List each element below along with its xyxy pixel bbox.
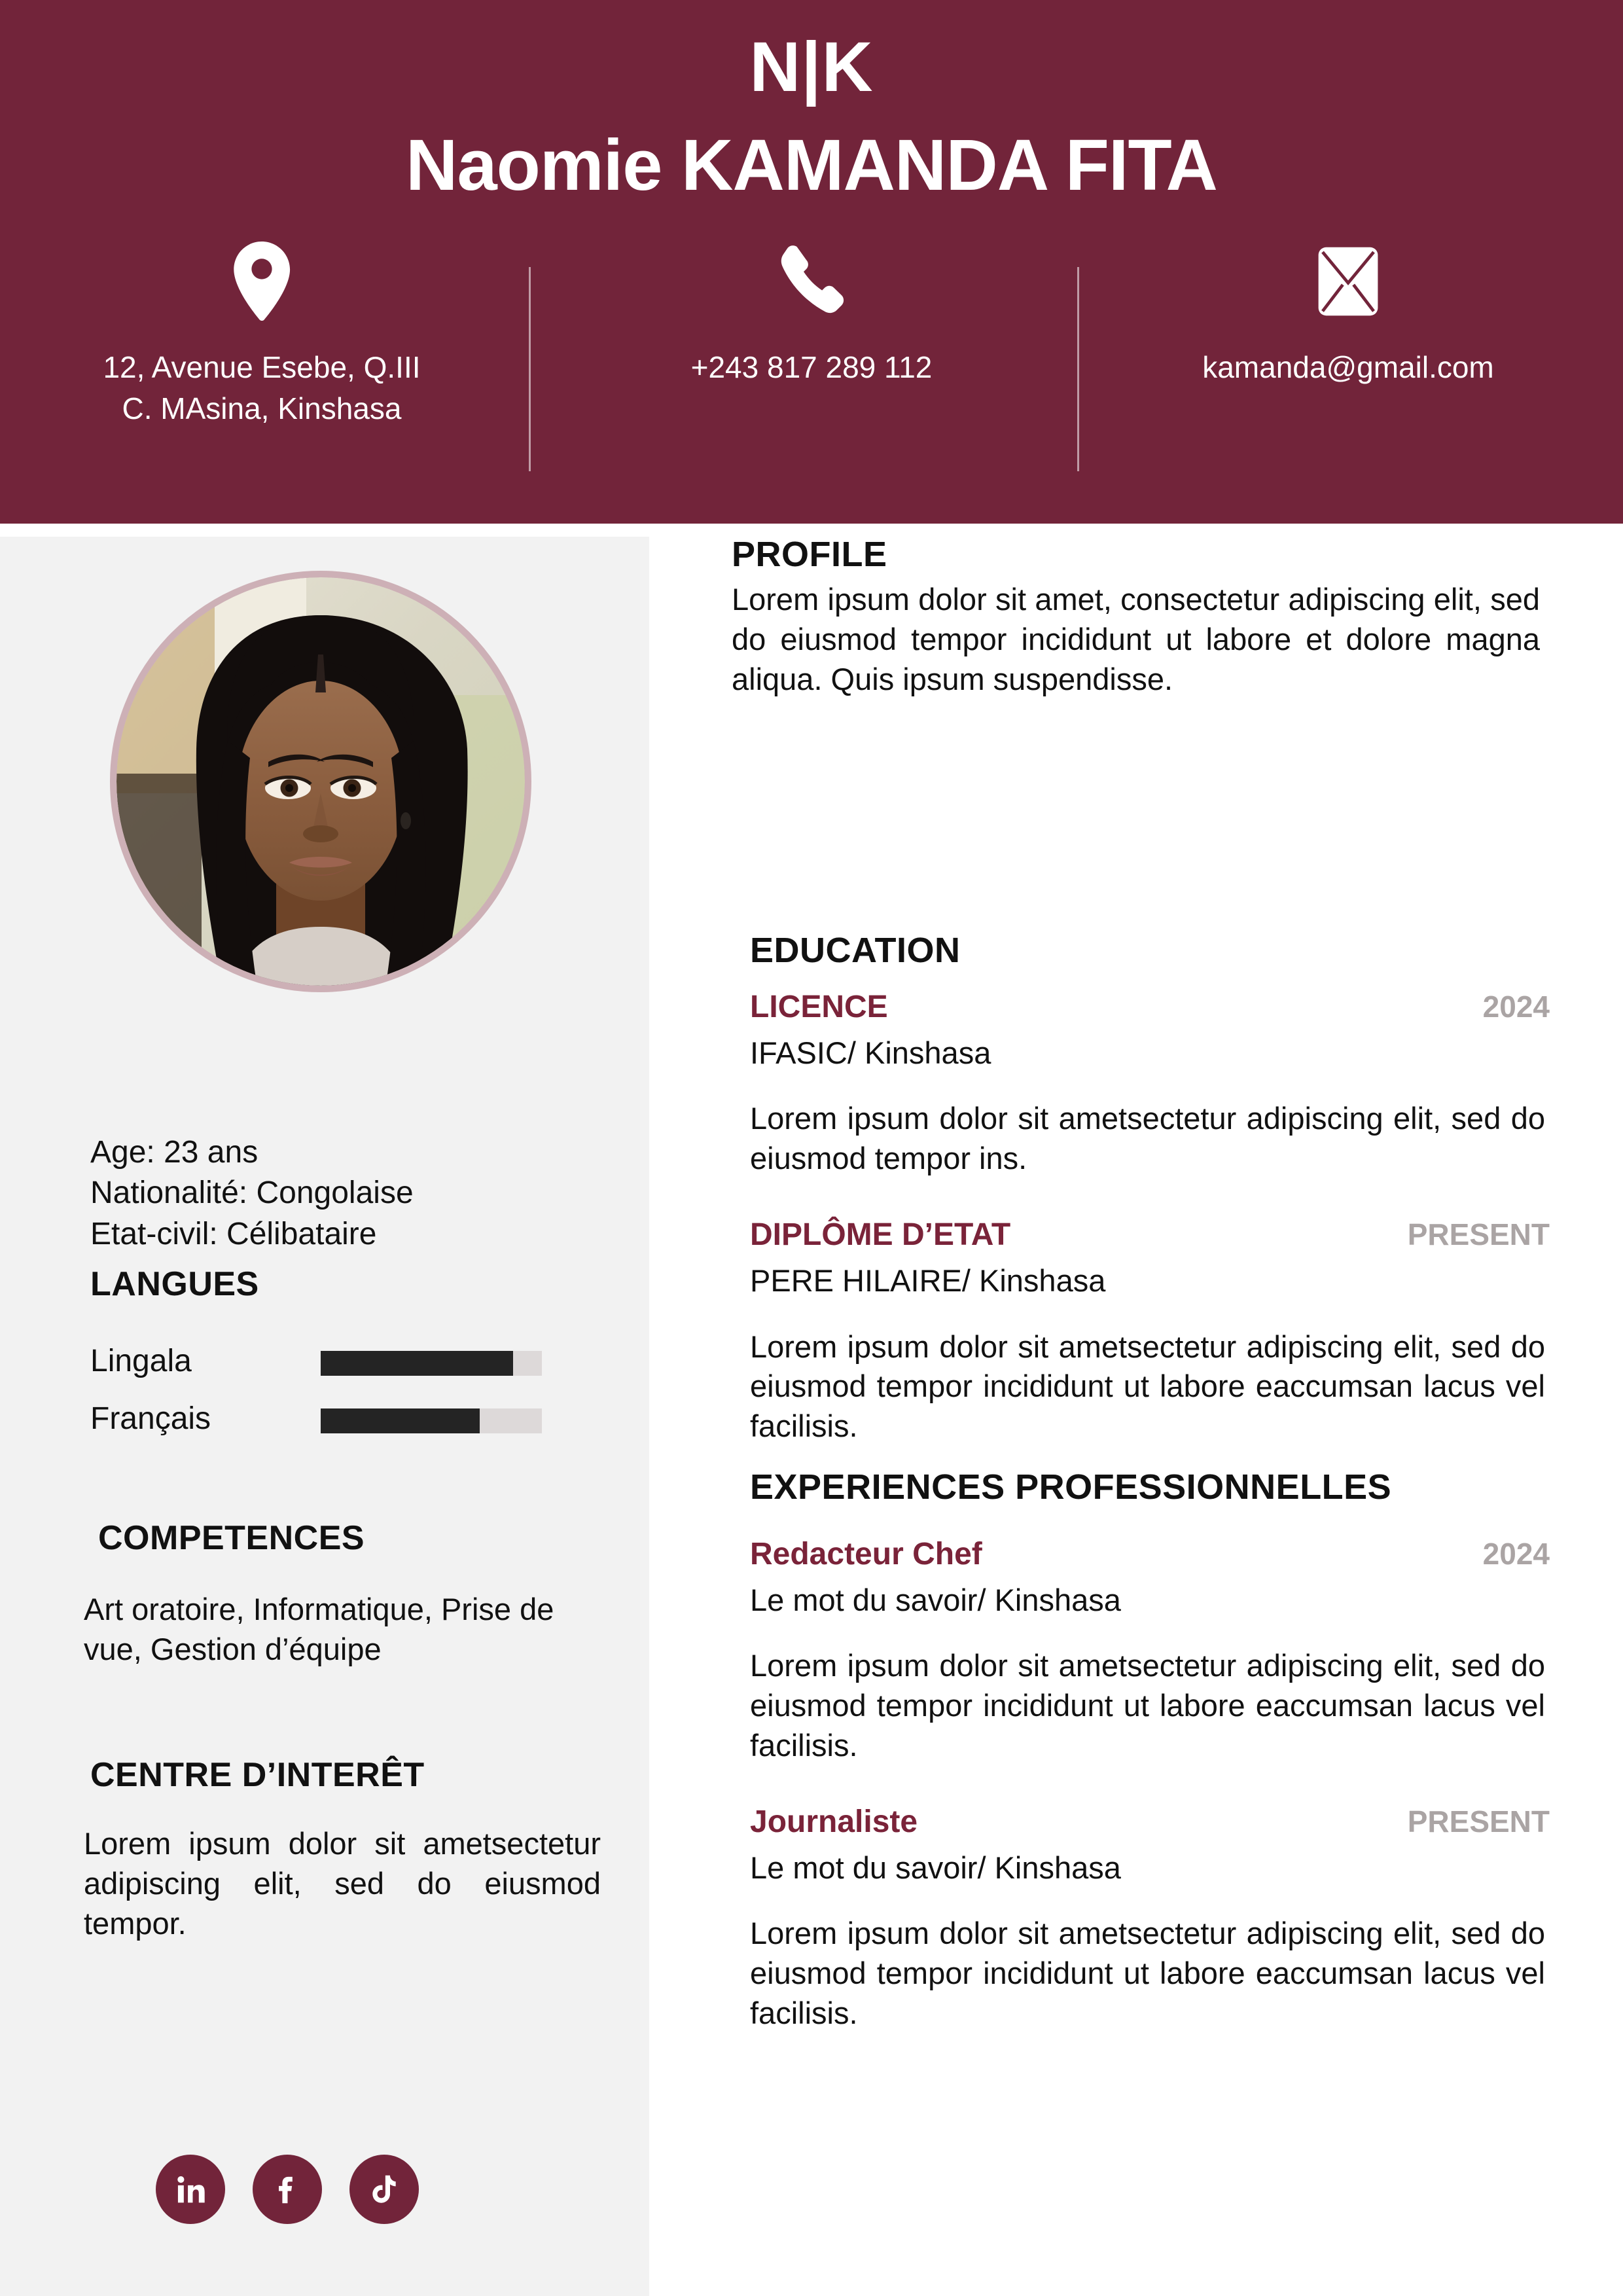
location-pin-icon [13, 242, 510, 321]
contact-divider-2 [1077, 267, 1079, 471]
avatar-image [116, 577, 525, 986]
education-institution: IFASIC/ Kinshasa [750, 1035, 991, 1070]
experience-date: PRESENT [1407, 1804, 1550, 1839]
linkedin-icon[interactable] [156, 2155, 225, 2224]
experience-description: Lorem ipsum dolor sit ametsectetur adipiscing elit, sed do eiusmod tempor incididunt ut labore eaccumsan lacus vel facilisis. [750, 1916, 1545, 2031]
competences-text: Art oratoire, Informatique, Prise de vue, Gestion d’équipe [84, 1592, 554, 1667]
experience-employer: Le mot du savoir/ Kinshasa [750, 1583, 1121, 1617]
experience-date: 2024 [1482, 1537, 1550, 1571]
phone-icon [563, 242, 1060, 321]
education-degree: LICENCE [750, 990, 888, 1024]
section-title-centre-interet: CENTRE D’INTERÊT [90, 1756, 425, 1794]
experience-role: Journaliste [750, 1804, 918, 1839]
education-institution: PERE HILAIRE/ Kinshasa [750, 1263, 1106, 1299]
education-entry [732, 992, 1550, 1179]
avatar [110, 571, 531, 992]
section-title-langues: LANGUES [90, 1265, 259, 1303]
language-item [90, 1403, 588, 1461]
education-degree: DIPLÔME D’ETAT [750, 1217, 1011, 1253]
personal-info-marital-status: Etat-civil: Célibataire [90, 1216, 377, 1251]
experience-entry-header [732, 1539, 1550, 1577]
contact-email-address: kamanda@gmail.com [1202, 350, 1494, 384]
language-level-track [321, 1408, 542, 1433]
section-title-education: EDUCATION [750, 931, 961, 970]
language-item [90, 1346, 588, 1403]
education-entry-header [732, 1219, 1550, 1257]
profile-section [732, 537, 1540, 700]
contact-divider-1 [529, 267, 531, 471]
education-entry [732, 1219, 1550, 1446]
language-level-fill [321, 1408, 480, 1433]
language-level-fill [321, 1351, 513, 1376]
monogram-logo: N|K [749, 27, 874, 106]
experience-employer: Le mot du savoir/ Kinshasa [750, 1850, 1121, 1885]
experience-description: Lorem ipsum dolor sit ametsectetur adipiscing elit, sed do eiusmod tempor incididunt ut labore eaccumsan lacus vel facilisis. [750, 1648, 1545, 1763]
language-level-track [321, 1351, 542, 1376]
personal-info-nationality: Nationalité: Congolaise [90, 1175, 414, 1211]
page-title: Naomie KAMANDA FITA [406, 125, 1217, 206]
centre-interet-text: Lorem ipsum dolor sit ametsectetur adipiscing elit, sed do eiusmod tempor. [84, 1826, 601, 1941]
section-title-competences: COMPETENCES [98, 1519, 365, 1557]
education-date: 2024 [1482, 990, 1550, 1024]
contact-row [0, 242, 1623, 478]
contact-address [13, 242, 510, 428]
experience-section [732, 1469, 1550, 2034]
education-entry-header [732, 992, 1550, 1030]
experience-entry-header [732, 1806, 1550, 1844]
contact-address-line-2: C. MAsina, Kinshasa [122, 391, 402, 425]
tiktok-icon[interactable] [349, 2155, 419, 2224]
language-name: Lingala [90, 1344, 192, 1378]
section-title-profile: PROFILE [732, 535, 887, 574]
section-title-experience: EXPERIENCES PROFESSIONNELLES [750, 1467, 1392, 1507]
experience-entry [732, 1539, 1550, 1766]
facebook-icon[interactable] [253, 2155, 322, 2224]
education-description: Lorem ipsum dolor sit ametsectetur adipiscing elit, sed do eiusmod tempor incididunt ut labore eaccumsan lacus vel facilisis. [750, 1329, 1545, 1444]
personal-info-age: Age: 23 ans [90, 1135, 259, 1170]
education-date: PRESENT [1407, 1217, 1550, 1252]
personal-info [90, 1132, 614, 1255]
contact-phone-number: +243 817 289 112 [690, 350, 933, 384]
language-name: Français [90, 1401, 211, 1436]
contact-phone [563, 242, 1060, 387]
avatar-ring [110, 571, 531, 992]
social-links [156, 2155, 419, 2224]
profile-text: Lorem ipsum dolor sit amet, consectetur adipiscing elit, sed do eiusmod tempor incididunt ut labore et dolore magna aliqua. Quis ipsum suspendisse. [732, 582, 1540, 696]
contact-email [1099, 242, 1597, 387]
resume-header [0, 0, 1623, 524]
experience-role: Redacteur Chef [750, 1537, 982, 1571]
experience-entry [732, 1806, 1550, 2034]
education-section [732, 933, 1550, 1446]
envelope-icon [1099, 242, 1597, 321]
education-description: Lorem ipsum dolor sit ametsectetur adipiscing elit, sed do eiusmod tempor ins. [750, 1101, 1545, 1176]
sidebar [0, 537, 649, 2296]
contact-address-line-1: 12, Avenue Esebe, Q.III [103, 350, 421, 384]
languages-list [90, 1346, 588, 1461]
